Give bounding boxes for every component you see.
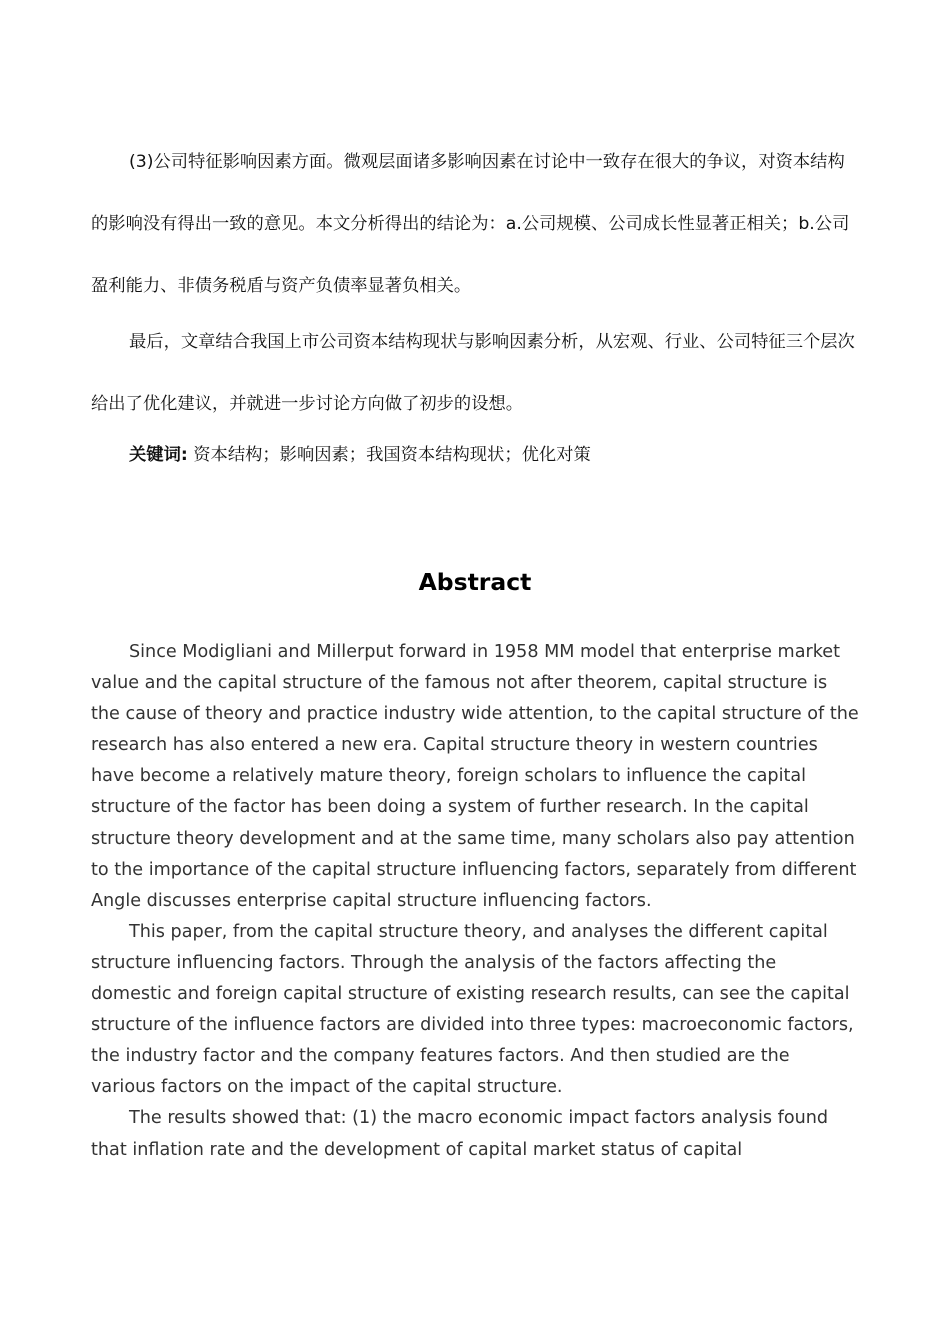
keywords-label: 关键词: [129, 445, 188, 465]
chinese-paragraph: (3)公司特征影响因素方面。微观层面诸多影响因素在讨论中一致存在很大的争议，对资本结构的影响没有得出一致的意见。本文分析得出的结论为：a.公司规模、公司成长性显著正相关；b.公司盈利能力、非债务税盾与资产负债率显著负相关。 [91, 152, 850, 296]
keywords-line [91, 442, 859, 468]
chinese-abstract-section [91, 131, 859, 468]
keywords-text: 资本结构；影响因素；我国资本结构现状；优化对策 [193, 445, 591, 465]
english-paragraph: This paper, from the capital structure theory, and analyses the different capital structure influencing factors. Through the analysis of the factors affecting the domestic and foreign capital structure of existing research results, can see the capital structure of the influence factors are divided into three types: macroeconomic factors, the industry factor and the company features factors. And then studied are the various factors on the impact of the capital structure. [91, 921, 854, 1098]
abstract-title: Abstract [418, 568, 532, 596]
document-page [91, 0, 859, 1166]
english-abstract-section [91, 567, 859, 1166]
chinese-paragraph: 最后，文章结合我国上市公司资本结构现状与影响因素分析，从宏观、行业、公司特征三个层次给出了优化建议，并就进一步讨论方向做了初步的设想。 [91, 332, 855, 414]
english-paragraph: Since Modigliani and Millerput forward in 1958 MM model that enterprise market value and the capital structure of the famous not after theorem, capital structure is the cause of theory and practice industry wide attention, to the capital structure of the research has also entered a new era. Capital structure theory in western countries have become a relatively mature theory, foreign scholars to influence the capital structure of the factor has been doing a system of further research. In the capital structure theory development and at the same time, many scholars also pay attention to the importance of the capital structure influencing factors, separately from different Angle discusses enterprise capital structure influencing factors. [91, 642, 859, 911]
english-paragraph: The results showed that: (1) the macro economic impact factors analysis found that inflation rate and the development of capital market status of capital [91, 1108, 829, 1160]
